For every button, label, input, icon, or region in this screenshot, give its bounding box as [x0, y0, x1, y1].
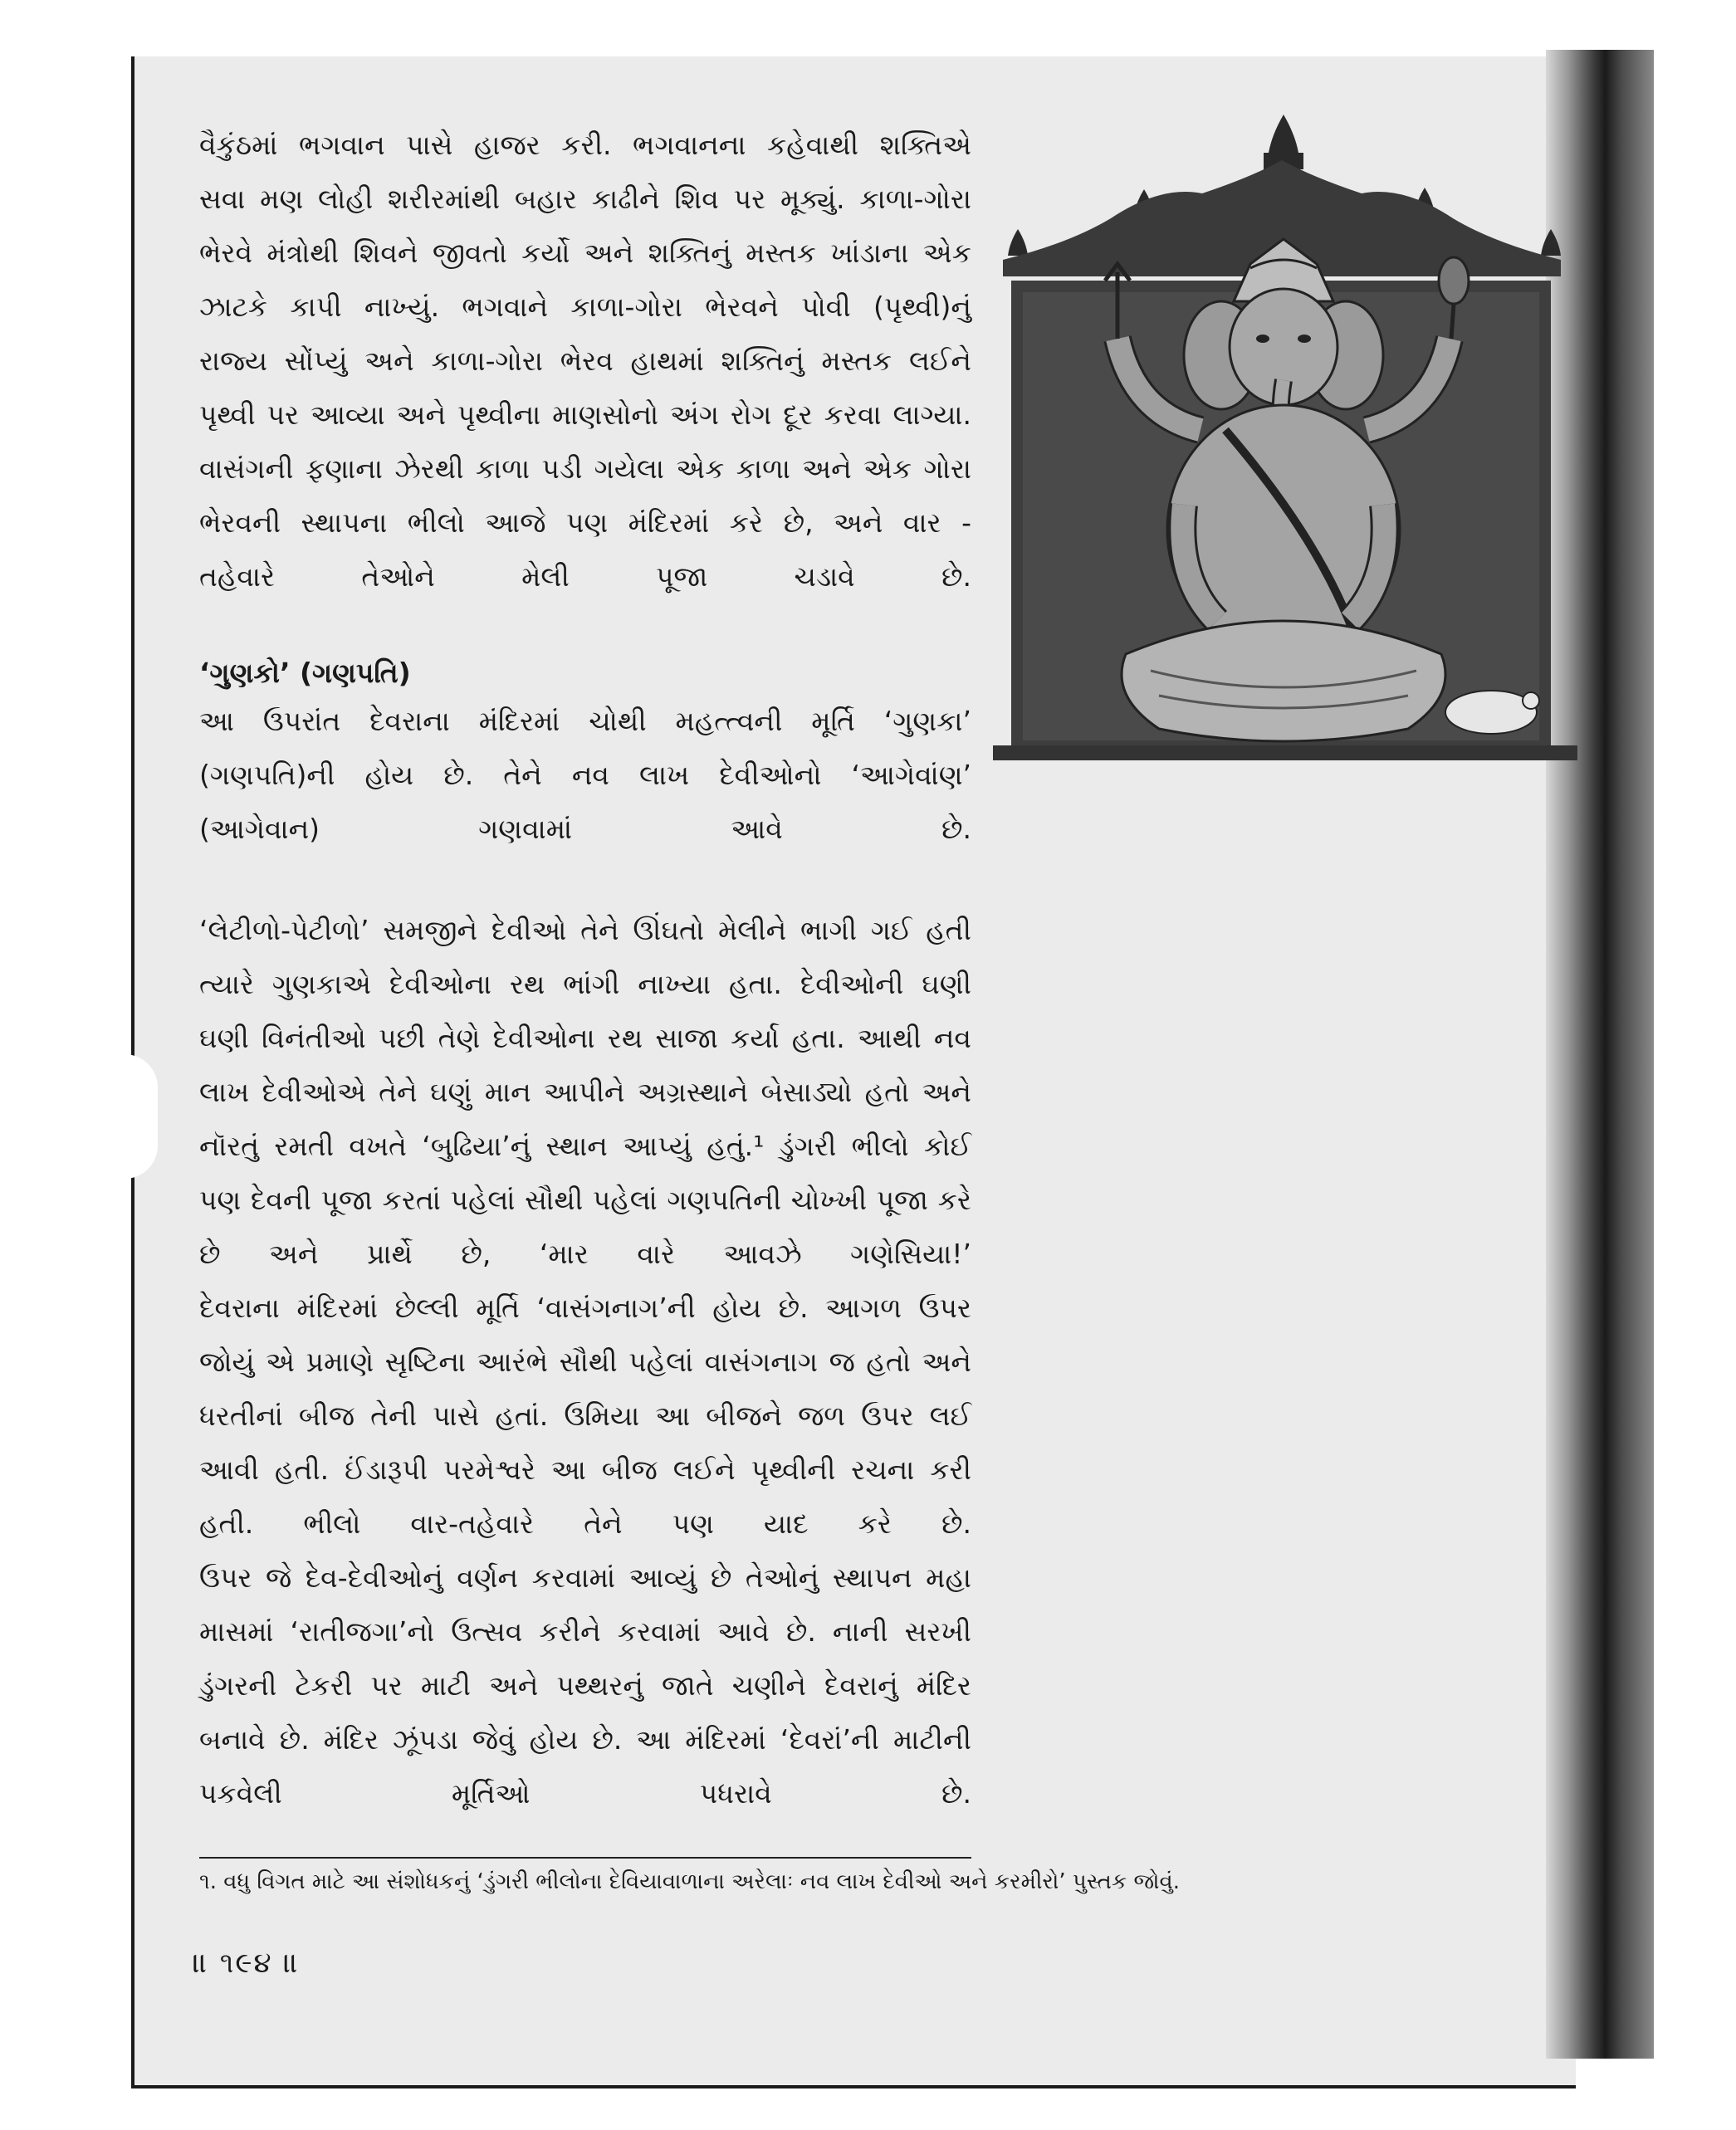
text-line: ‘લેટીળો-પેટીળો’ સમજીને દેવીઓ તેને ઊંઘતો મેલીને ભાગી ગઈ હતી: [199, 914, 971, 946]
text-line: લાખ દેવીઓએ તેને ઘણું માન આપીને અગ્રસ્થાને બેસાડ્યો હતો અને: [199, 1076, 971, 1108]
paragraph-1: [199, 118, 971, 603]
text-line: (ગણપતિ)ની હોય છે. તેને નવ લાખ દેવીઓનો ‘આગેવાંણ’: [199, 759, 971, 791]
footnote: ૧. વધુ વિગત માટે આ સંશોધકનું ‘ડુંગરી ભીલોના દેવિયાવાળાના અરેલાઃ નવ લાખ દેવીઓ અને કરમીરો’ પુસ્તક જોવું.: [199, 1869, 1181, 1894]
text-line: ધરતીનાં બીજ તેની પાસે હતાં. ઉમિયા આ બીજને જળ ઉપર લઈ: [199, 1400, 971, 1432]
text-line: ઉપર જે દેવ-દેવીઓનું વર્ણન કરવામાં આવ્યું છે તેઓનું સ્થાપન મહા: [199, 1561, 971, 1594]
text-line: માસમાં ‘રાતીજગા’નો ઉત્સવ કરીને કરવામાં આવે છે. નાની સરખી: [199, 1615, 971, 1648]
text-line: હતી. ભીલો વાર-તહેવારે તેને પણ યાદ કરે છે.: [199, 1507, 971, 1540]
text-line: આ ઉપરાંત દેવરાના મંદિરમાં ચોથી મહત્ત્વની મૂર્તિ ‘ગુણકા’: [199, 705, 971, 737]
text-line: બનાવે છે. મંદિર ઝૂંપડા જેવું હોય છે. આ મંદિરમાં ‘દેવરાં’ની માટીની: [199, 1723, 971, 1756]
text-line: વાસંગની ફણાના ઝેરથી કાળા પડી ગયેલા એક કાળા અને એક ગોરા: [199, 452, 971, 485]
text-line: પૃથ્વી પર આવ્યા અને પૃથ્વીના માણસોનો અંગ રોગ દૂર કરવા લાગ્યા.: [199, 398, 971, 431]
text-line: ઘણી વિનંતીઓ પછી તેણે દેવીઓના રથ સાજા કર્યા હતા. આથી નવ: [199, 1022, 971, 1054]
page-tab-notch: [125, 1054, 158, 1179]
paragraph-3: [199, 903, 971, 1281]
ganesha-illustration-icon: [993, 115, 1577, 770]
text-line: ઝાટકે કાપી નાખ્યું. ભગવાને કાળા-ગોરા ભેરવને પોવી (પૃથ્વી)નું: [199, 291, 971, 323]
text-line: જોયું એ પ્રમાણે સૃષ્ટિના આરંભે સૌથી પહેલાં વાસંગનાગ જ હતો અને: [199, 1346, 971, 1378]
text-line: પકવેલી મૂર્તિઓ પધરાવે છે.: [199, 1777, 971, 1810]
text-line: વૈકુંઠમાં ભગવાન પાસે હાજર કરી. ભગવાનના કહેવાથી શક્તિએ: [199, 129, 971, 161]
footnote-divider: [199, 1857, 971, 1859]
section-heading: [199, 646, 971, 700]
text-line: સવા મણ લોહી શરીરમાંથી બહાર કાઢીને શિવ પર મૂક્યું. કાળા-ગોરા: [199, 183, 971, 215]
text-line: (આગેવાન) ગણવામાં આવે છે.: [199, 813, 971, 845]
text-line: પણ દેવની પૂજા કરતાં પહેલાં સૌથી પહેલાં ગણપતિની ચોખ્ખી પૂજા કરે: [199, 1184, 971, 1216]
page-number: ॥ ૧૯૪ ॥: [193, 1947, 301, 1980]
text-line: આવી હતી. ઈંડારૂપી પરમેશ્વરે આ બીજ લઈને પૃથ્વીની રચના કરી: [199, 1453, 971, 1486]
text-line: છે અને પ્રાર્થે છે, ‘માર વારે આવઝે ગણેસિયા!’: [199, 1238, 971, 1270]
text-line: ડુંગરની ટેકરી પર માટી અને પથ્થરનું જાતે ચણીને દેવરાનું મંદિર: [199, 1669, 971, 1702]
text-line: ભેરવે મંત્રોથી શિવને જીવતો કર્યો અને શક્તિનું મસ્તક ખાંડાના એક: [199, 237, 971, 269]
text-line: ત્યારે ગુણકાએ દેવીઓના રથ ભાંગી નાખ્યા હતા. દેવીઓની ઘણી: [199, 968, 971, 1000]
paragraph-4: [199, 1281, 971, 1551]
paragraph-2: [199, 694, 971, 856]
text-line: દેવરાના મંદિરમાં છેલ્લી મૂર્તિ ‘વાસંગનાગ’ની હોય છે. આગળ ઉપર: [199, 1292, 971, 1324]
text-line: ભેરવની સ્થાપના ભીલો આજે પણ મંદિરમાં કરે છે, અને વાર -: [199, 506, 971, 539]
heading-text: ‘ગુણકો’ (ગણપતિ): [199, 657, 411, 689]
text-line: તહેવારે તેઓને મેલી પૂજા ચડાવે છે.: [199, 560, 971, 593]
paragraph-5: [199, 1551, 971, 1820]
text-line: નૉરતું રમતી વખતે ‘બુઢિયા’નું સ્થાન આપ્યું હતું.¹ ડુંગરી ભીલો કોઈ: [199, 1130, 971, 1162]
text-line: રાજ્ય સોંપ્યું અને કાળા-ગોરા ભેરવ હાથમાં શક્તિનું મસ્તક લઈને: [199, 344, 971, 377]
